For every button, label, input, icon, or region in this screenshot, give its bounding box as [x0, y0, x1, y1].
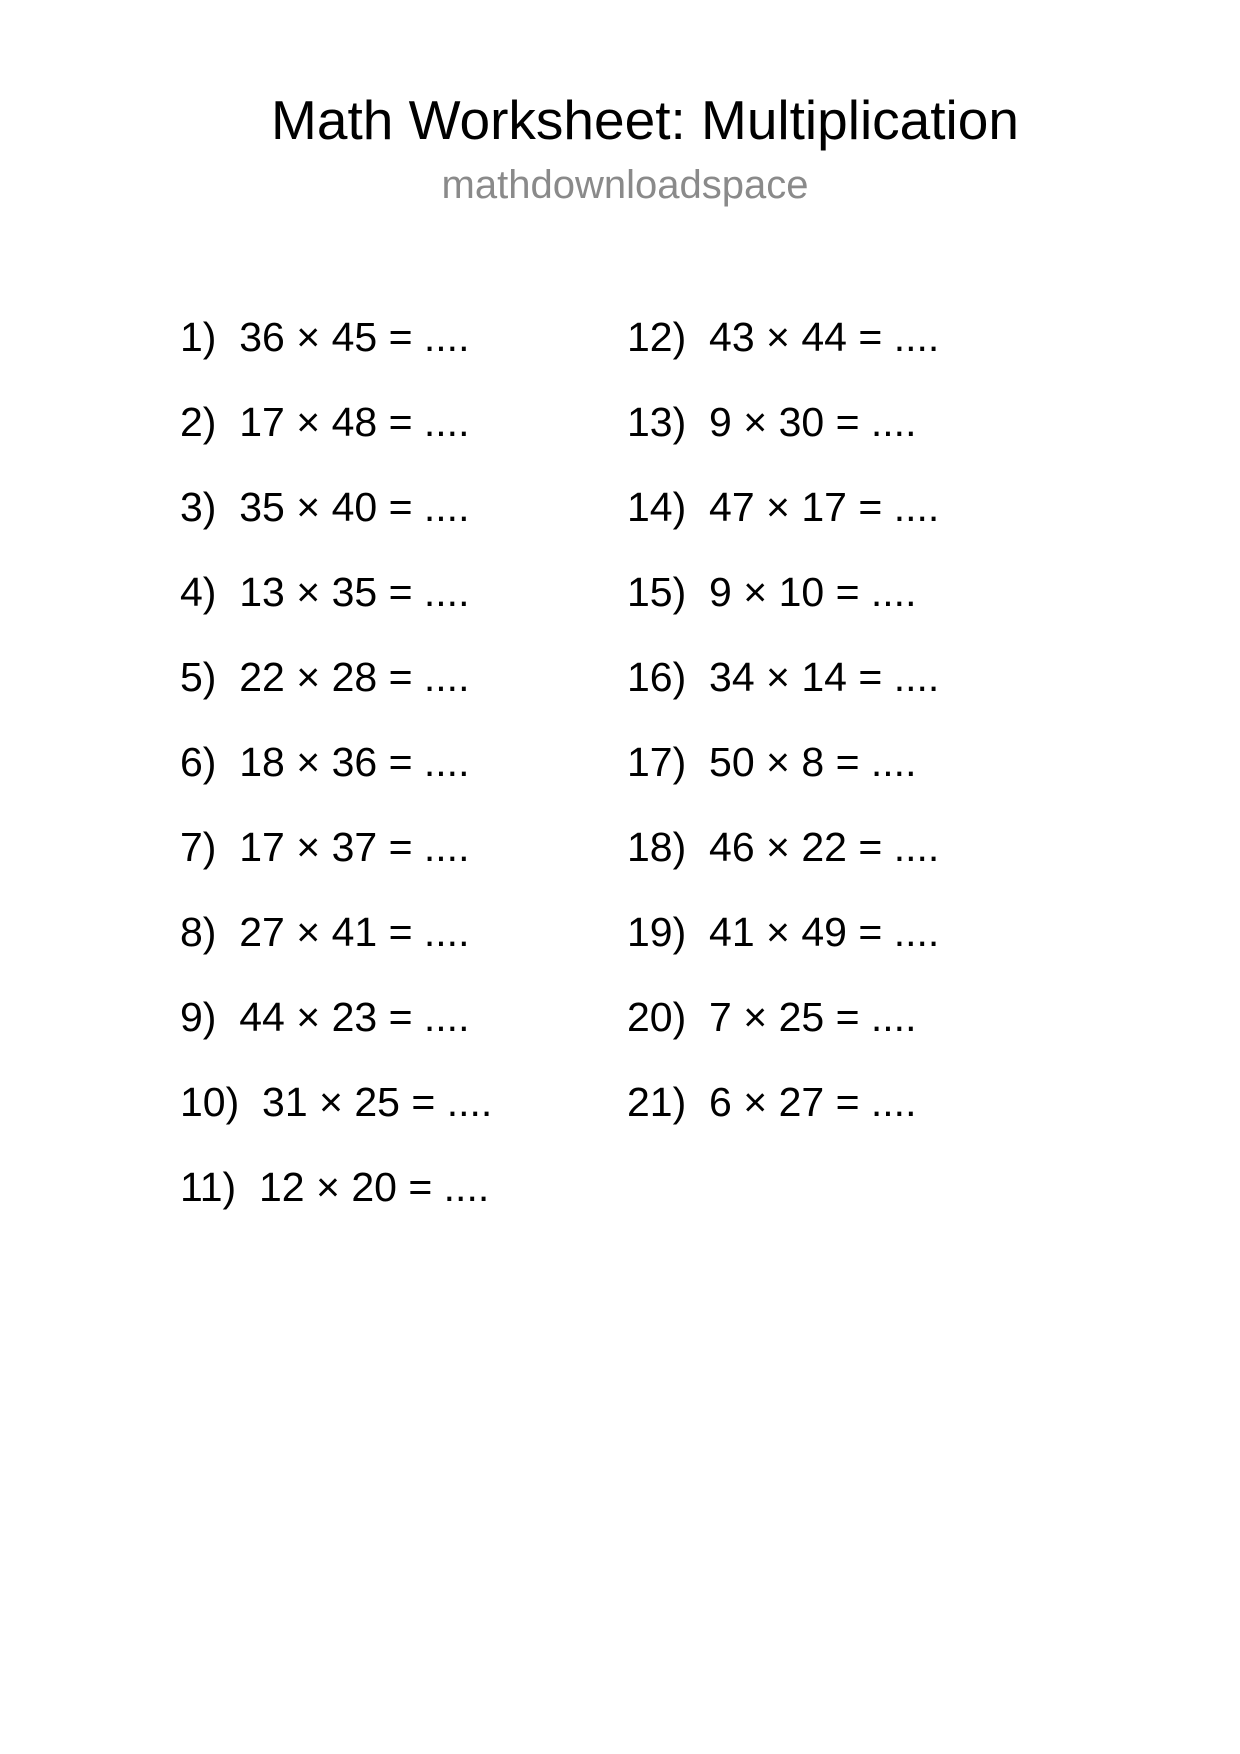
problem-21: 21) 6 × 27 = ....	[627, 1079, 917, 1125]
problem-14: 14) 47 × 17 = ....	[627, 484, 940, 530]
problem-9: 9) 44 × 23 = ....	[180, 994, 470, 1040]
problem-column-right	[627, 313, 939, 1163]
problem-8: 8) 27 × 41 = ....	[180, 909, 470, 955]
problem-2: 2) 17 × 48 = ....	[180, 399, 470, 445]
problem-6: 6) 18 × 36 = ....	[180, 739, 470, 785]
problem-19: 19) 41 × 49 = ....	[627, 909, 940, 955]
problem-10: 10) 31 × 25 = ....	[180, 1079, 493, 1125]
problem-20: 20) 7 × 25 = ....	[627, 994, 917, 1040]
problem-12: 12) 43 × 44 = ....	[627, 314, 940, 360]
problem-7: 7) 17 × 37 = ....	[180, 824, 470, 870]
problem-4: 4) 13 × 35 = ....	[180, 569, 470, 615]
problem-13: 13) 9 × 30 = ....	[627, 399, 917, 445]
problem-5: 5) 22 × 28 = ....	[180, 654, 470, 700]
page-title: Math Worksheet: Multiplication	[271, 89, 1019, 151]
problem-15: 15) 9 × 10 = ....	[627, 569, 917, 615]
problem-11: 11) 12 × 20 = ....	[180, 1164, 490, 1210]
problem-column-left	[180, 313, 492, 1248]
problem-17: 17) 50 × 8 = ....	[627, 739, 917, 785]
problem-18: 18) 46 × 22 = ....	[627, 824, 940, 870]
problem-3: 3) 35 × 40 = ....	[180, 484, 470, 530]
problem-16: 16) 34 × 14 = ....	[627, 654, 940, 700]
problem-1: 1) 36 × 45 = ....	[180, 314, 470, 360]
page-subtitle: mathdownloadspace	[441, 163, 809, 207]
